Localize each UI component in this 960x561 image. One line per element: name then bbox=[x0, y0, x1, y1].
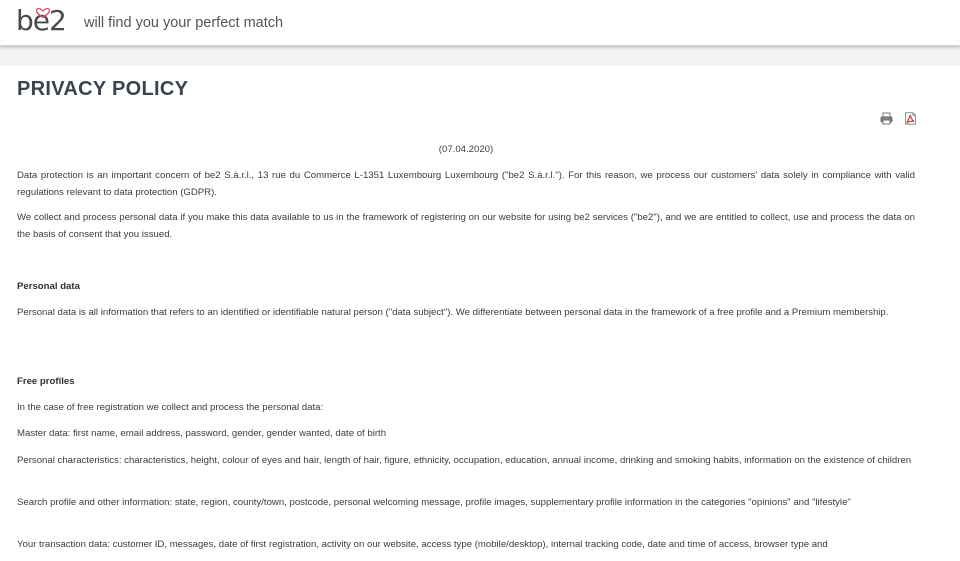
free-registration-intro: In the case of free registration we collect and process the personal data: bbox=[17, 402, 324, 413]
search-profile-item: Search profile and other information: state, region, county/town, postcode, personal welcoming message, profile images, supplementary profile information in the categories "opinions" and "lifestyle" bbox=[17, 497, 851, 508]
site-header bbox=[0, 0, 960, 46]
personal-characteristics-item: Personal characteristics: characteristics, height, colour of eyes and hair, length of hair, figure, ethnicity, occupation, education, annual income, drinking and smoking habits, information on the existence of children bbox=[17, 455, 912, 466]
master-data-item: Master data: first name, email address, password, gender, gender wanted, date of birth bbox=[17, 428, 387, 439]
logo-text: be2 bbox=[16, 4, 66, 37]
transaction-data-item: Your transaction data: customer ID, messages, date of first registration, activity on our website, access type (mobile/desktop), internal tracking code, date and time of access, browser type and bbox=[17, 539, 828, 550]
document-tools bbox=[880, 112, 920, 128]
free-profiles-heading: Free profiles bbox=[17, 376, 75, 387]
page-title: PRIVACY POLICY bbox=[17, 78, 189, 100]
pdf-icon[interactable] bbox=[904, 112, 917, 125]
policy-date: (07.04.2020) bbox=[438, 144, 494, 155]
intro-paragraph-1: Data protection is an important concern of be2 S.à.r.l., 13 rue du Commerce L-1351 Luxembourg Luxembourg ("be2 S.à.r.l."). For this reason, we process our customers' data solely in compliance with valid regulations relevant to data protection (GDPR). bbox=[17, 170, 915, 198]
header-tagline: will find you your perfect match bbox=[84, 15, 284, 31]
page-body bbox=[0, 46, 960, 561]
be2-logo[interactable] bbox=[16, 4, 70, 38]
page-top-band bbox=[0, 46, 960, 66]
intro-paragraph-2: We collect and process personal data if you make this data available to us in the framework of registering on our website for using be2 services ("be2"), and we are entitled to collect, use and process the data on the basis of consent that you issued. bbox=[17, 212, 915, 240]
printer-icon[interactable] bbox=[880, 112, 893, 125]
personal-data-heading: Personal data bbox=[17, 281, 80, 292]
heart-icon bbox=[36, 8, 50, 18]
personal-data-paragraph: Personal data is all information that refers to an identified or identifiable natural person ("data subject"). We differentiate between personal data in the framework of a free profile and a Premium membership. bbox=[17, 307, 889, 318]
